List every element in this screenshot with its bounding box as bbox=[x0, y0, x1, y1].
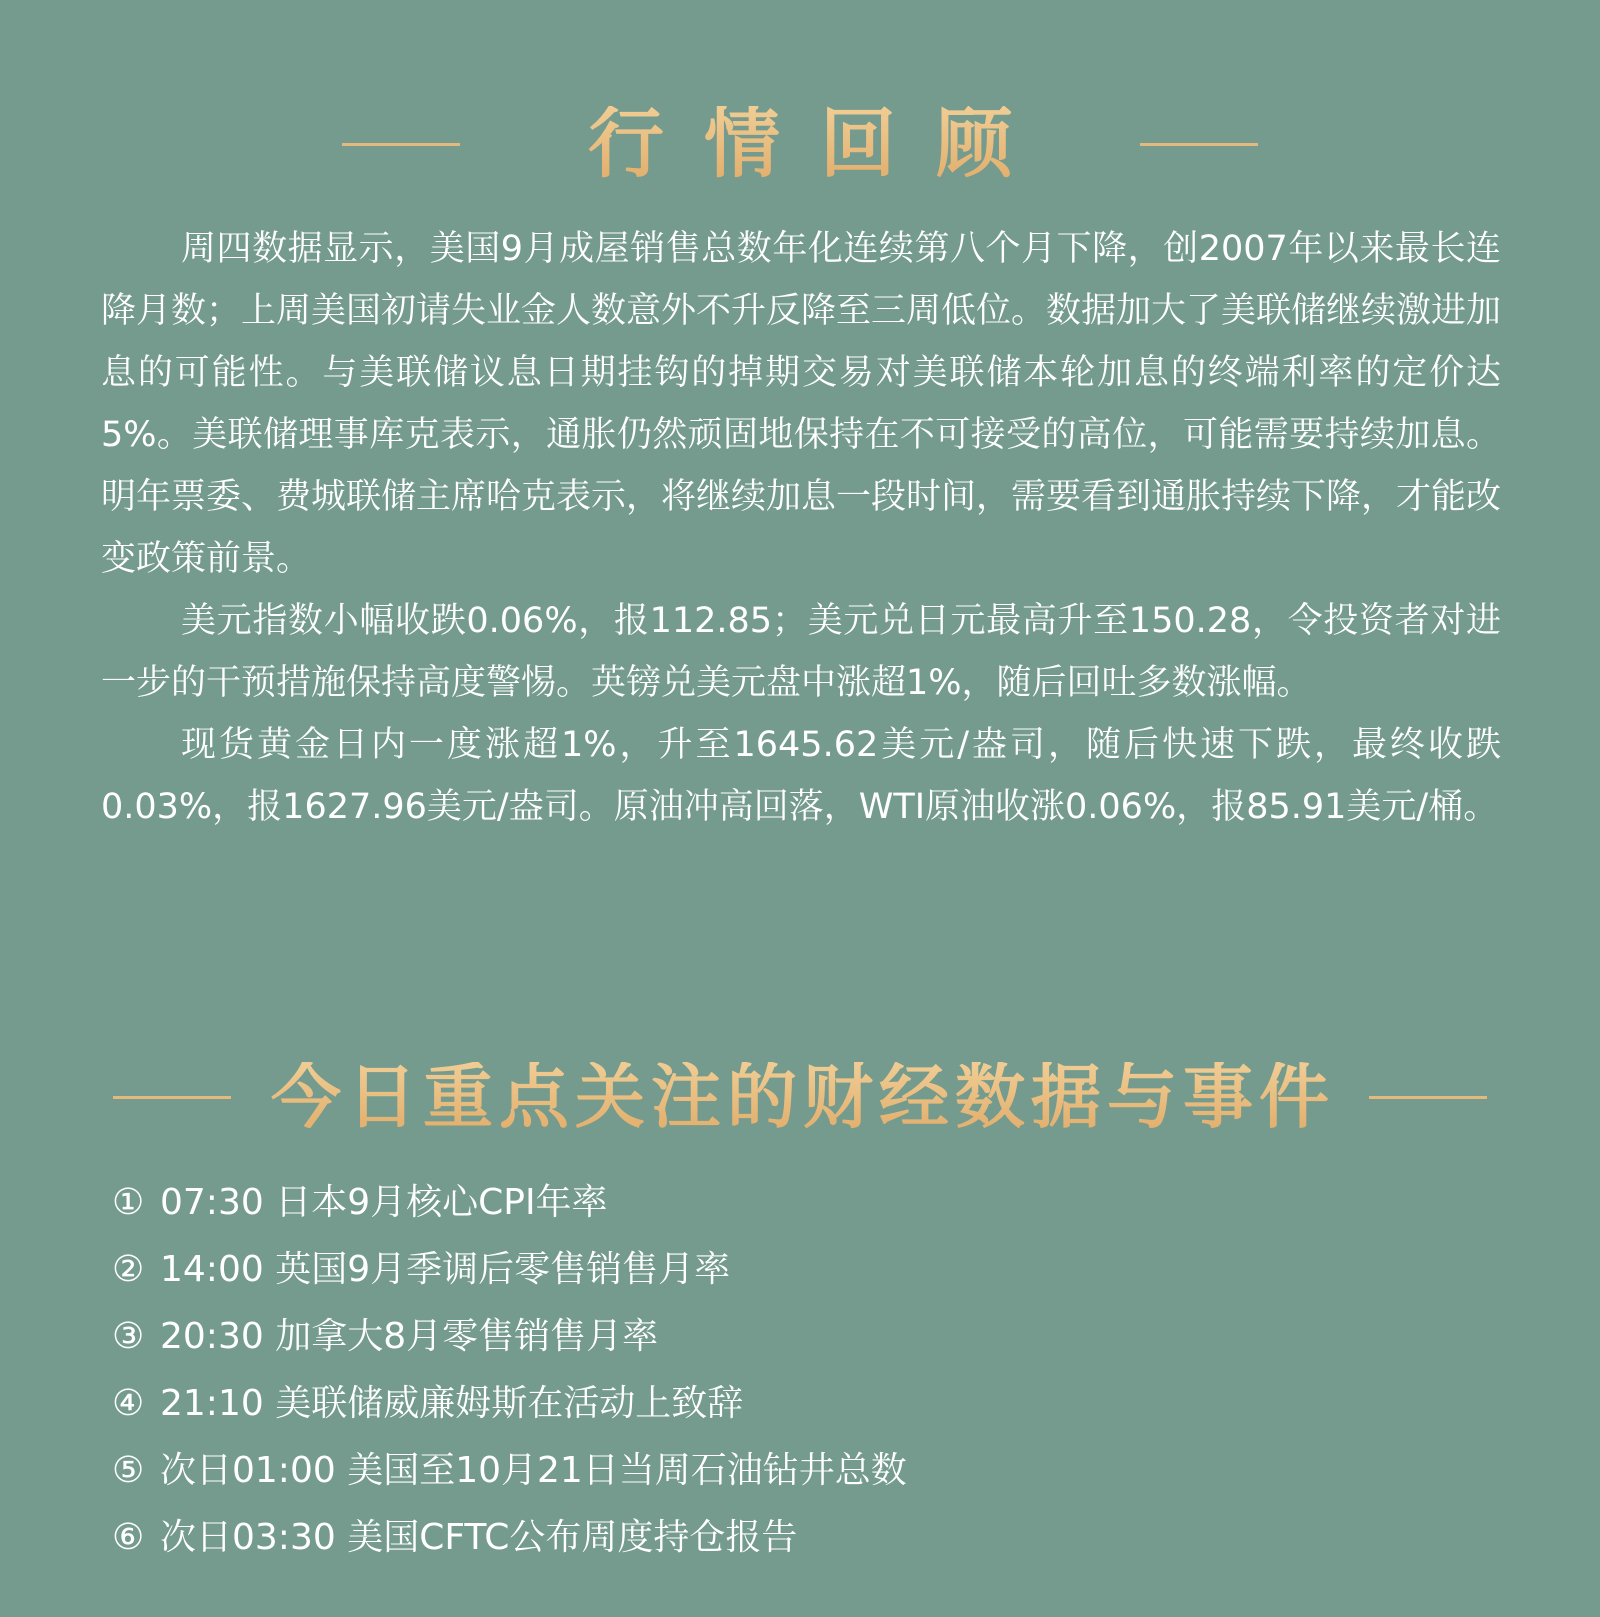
event-item bbox=[112, 1370, 907, 1437]
circled-number-4: ④ bbox=[112, 1383, 145, 1424]
events-list bbox=[112, 1169, 907, 1571]
review-body bbox=[101, 218, 1501, 838]
heading-rule-left bbox=[342, 143, 460, 146]
review-paragraph-1: 周四数据显示，美国9月成屋销售总数年化连续第八个月下降，创2007年以来最长连降月数；上周美国初请失业金人数意外不升反降至三周低位。数据加大了美联储继续激进加息的可能性。与美联储议息日期挂钩的掉期交易对美联储本轮加息的终端利率的定价达5%。美联储理事库克表示，通胀仍然顽固地保持在不可接受的高位，可能需要持续加息。明年票委、费城联储主席哈克表示，将继续加息一段时间，需要看到通胀持续下降，才能改变政策前景。 bbox=[101, 229, 1502, 579]
review-paragraph-2: 美元指数小幅收跌0.06%，报112.85；美元兑日元最高升至150.28，令投资者对进一步的干预措施保持高度警惕。英镑兑美元盘中涨超1%，随后回吐多数涨幅。 bbox=[101, 601, 1501, 703]
review-title: 行情回顾 bbox=[588, 99, 1052, 188]
heading-rule-right bbox=[1369, 1096, 1487, 1099]
event-item bbox=[112, 1169, 907, 1236]
event-text: 14:00 英国9月季调后零售销售月率 bbox=[160, 1249, 731, 1290]
event-item bbox=[112, 1303, 907, 1370]
heading-rule-right bbox=[1140, 143, 1258, 146]
event-text: 07:30 日本9月核心CPI年率 bbox=[160, 1182, 608, 1223]
circled-number-5: ⑤ bbox=[112, 1450, 145, 1491]
event-item bbox=[112, 1236, 907, 1303]
circled-number-1: ① bbox=[112, 1182, 145, 1223]
event-text: 20:30 加拿大8月零售销售月率 bbox=[160, 1316, 659, 1357]
event-text: 次日03:30 美国CFTC公布周度持仓报告 bbox=[160, 1517, 798, 1558]
circled-number-2: ② bbox=[112, 1249, 145, 1290]
event-item bbox=[112, 1437, 907, 1504]
events-heading bbox=[0, 1054, 1600, 1140]
event-text: 次日01:00 美国至10月21日当周石油钻井总数 bbox=[160, 1450, 907, 1491]
event-item bbox=[112, 1504, 907, 1571]
circled-number-3: ③ bbox=[112, 1316, 145, 1357]
event-text: 21:10 美联储威廉姆斯在活动上致辞 bbox=[160, 1383, 744, 1424]
review-heading bbox=[0, 98, 1600, 190]
review-paragraph-3: 现货黄金日内一度涨超1%，升至1645.62美元/盎司，随后快速下跌，最终收跌0.03%，报1627.96美元/盎司。原油冲高回落，WTI原油收涨0.06%，报85.91美元/桶。 bbox=[101, 725, 1501, 827]
heading-rule-left bbox=[113, 1096, 231, 1099]
circled-number-6: ⑥ bbox=[112, 1517, 145, 1558]
events-title: 今日重点关注的财经数据与事件 bbox=[271, 1056, 1335, 1138]
